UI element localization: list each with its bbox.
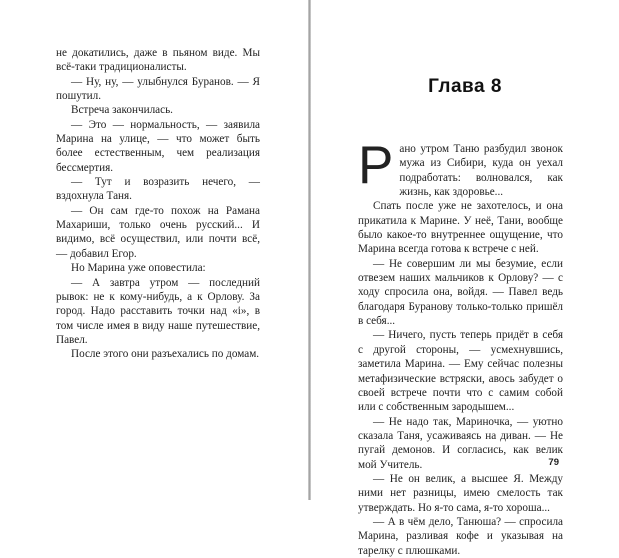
paragraph: не докатились, даже в пьяном виде. Мы всё-таки традиционалисты. bbox=[56, 47, 260, 74]
right-page bbox=[311, 0, 619, 557]
right-page-text bbox=[358, 136, 563, 558]
left-page-text bbox=[56, 46, 260, 362]
paragraph: — Ничего, пусть теперь придёт в себя с другой стороны, — усмехнувшись, заметила Марина. — Ему сейчас полезны метафизические встряски, авось забудет о своей встрече почти что с самим собой или с собственным зародышем... bbox=[358, 329, 563, 414]
paragraph: — Ну, ну, — улыбнулся Буранов. — Я пошутил. bbox=[56, 75, 260, 103]
paragraph: — А завтра утром — последний рывок: не к кому-нибудь, а к Орлову. За город. Надо расставить точки над «і», в том числе имея в виду наше путешествие, Павел. bbox=[56, 276, 260, 346]
opening-paragraph bbox=[358, 136, 563, 199]
chapter-title: Глава 8 bbox=[428, 76, 502, 97]
opening-text: ано утром Таню разбудил звонок мужа из Сибири, куда он уехал подработать: волновался, как жизнь, как здоровье... bbox=[399, 143, 563, 199]
drop-cap: Р bbox=[358, 136, 394, 195]
left-page bbox=[0, 0, 309, 500]
paragraph: — Он сам где-то похож на Рамана Махариши, только очень русский... И видимо, всё осуществил, или почти всё, — добавил Егор. bbox=[56, 204, 260, 260]
paragraph: — Не совершим ли мы безумие, если отвезем наших мальчиков к Орлову? — с ходу спросила она, войдя. — Павел ведь благодаря Буранову только-только пришёл в себя... bbox=[358, 257, 563, 328]
paragraph: Спать после уже не захотелось, и она прикатила к Марине. У неё, Тани, вообще было какое-то внутреннее ощущение, что Марина всегда готова к встрече с ней. bbox=[358, 200, 563, 256]
page-number: 79 bbox=[548, 457, 559, 468]
paragraph: Встреча закончилась. bbox=[71, 104, 173, 117]
paragraph: — Не надо так, Мариночка, — уютно сказала Таня, усаживаясь на диван. — Не пугай демонов. И согласись, как велик мой Учитель. bbox=[358, 415, 563, 471]
paragraph: — Это — нормальность, — заявила Марина на улице, — что может быть более естественным, чем реализация бессмертия. bbox=[56, 118, 260, 174]
paragraph: — Не он велик, а высшее Я. Между ними нет разницы, имею смелость так утверждать. Но я-то сама, я-то хороша... bbox=[358, 472, 563, 514]
paragraph: — А в чём дело, Танюша? — спросила Марина, разливая кофе и указывая на тарелку с плюшками. bbox=[358, 515, 563, 557]
paragraph: Но Марина уже оповестила: bbox=[71, 262, 206, 275]
paragraph: После этого они разъехались по домам. bbox=[71, 348, 260, 361]
paragraph: — Тут и возразить нечего, — вздохнула Таня. bbox=[56, 176, 260, 203]
